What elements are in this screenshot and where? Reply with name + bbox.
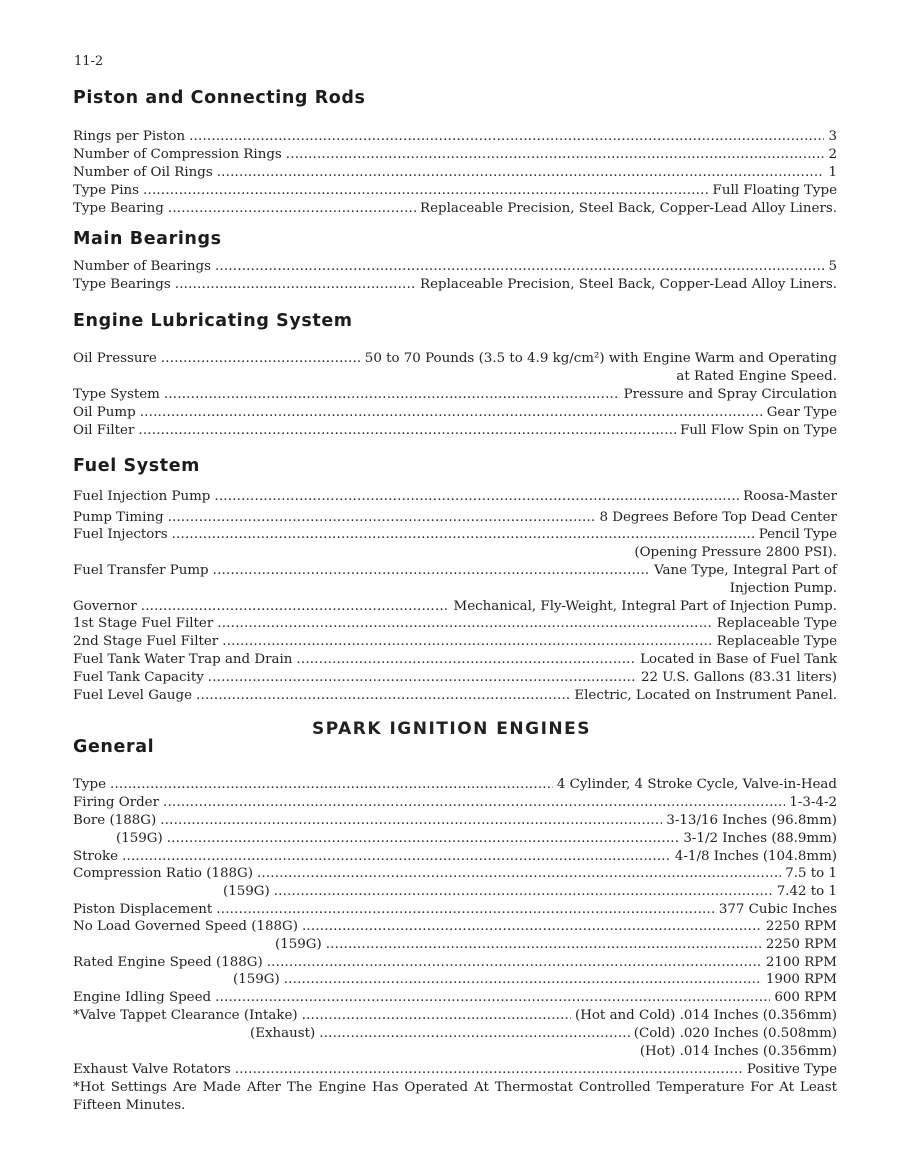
spec-label: Engine Idling Speed [73,990,212,1005]
spec-row [73,651,837,669]
spec-row [73,258,837,276]
spec-row [73,971,837,989]
spec-label: Pump Timing [73,510,164,525]
footnote: *Hot Settings Are Made After The Engine Has Operated At Thermostat Controlled Temperature For At Least Fifteen Minutes. [73,1080,837,1113]
spec-row [73,883,837,901]
dot-leader [140,404,763,422]
dot-leader [267,954,762,972]
spec-value: Replaceable Precision, Steel Back, Copper-Lead Alloy Liners. [420,201,837,216]
spec-label: Firing Order [73,795,159,810]
spec-value: 1900 RPM [765,972,837,987]
spec-row [73,633,837,651]
spec-continuation: (Opening Pressure 2800 PSI). [634,545,837,560]
section-title-lubrication: Engine Lubricating System [73,311,353,331]
spec-label: Fuel Tank Water Trap and Drain [73,652,293,667]
spec-label: 1st Stage Fuel Filter [73,616,214,631]
spec-value: Vane Type, Integral Part of [654,563,837,578]
spec-value: 2250 RPM [765,919,837,934]
spec-value: 4 Cylinder, 4 Stroke Cycle, Valve-in-Head [556,777,837,792]
spec-value: 4-1/8 Inches (104.8mm) [674,849,837,864]
dot-leader [122,848,671,866]
spec-continuation: (Hot) .014 Inches (0.356mm) [639,1044,837,1059]
spec-label: Governor [73,599,137,614]
spec-value: 50 to 70 Pounds (3.5 to 4.9 kg/cm²) with Engine Warm and Operating [364,351,837,366]
spec-value: 7.42 to 1 [776,884,837,899]
spec-continuation: Injection Pump. [729,581,837,596]
dot-leader [143,182,708,200]
spec-value: 2 [828,147,837,162]
spec-row [73,509,837,527]
section-title-general: General [73,737,155,757]
dot-leader [172,526,755,544]
spec-row [73,918,837,936]
dot-leader [302,1007,571,1025]
dot-leader [257,865,781,883]
spec-label: Oil Pump [73,405,136,420]
dot-leader [160,812,662,830]
spec-value: 8 Degrees Before Top Dead Center [599,510,837,525]
spec-row [73,848,837,866]
spec-label: Compression Ratio (188G) [73,866,253,881]
spec-label: Number of Compression Rings [73,147,282,162]
spec-label: (159G) [116,831,163,846]
spec-value: 3-1/2 Inches (88.9mm) [683,831,837,846]
dot-leader [302,918,762,936]
spec-continuation: at Rated Engine Speed. [676,369,837,384]
spec-row [73,615,837,633]
spec-value: Located in Base of Fuel Tank [640,652,837,667]
dot-leader [141,598,450,616]
spec-value: Pencil Type [758,527,837,542]
spec-label: Type Pins [73,183,140,198]
spec-value: 2100 RPM [765,955,837,970]
spec-label: Type Bearings [73,277,171,292]
spec-value: 1 [828,165,837,180]
spec-row [73,350,837,368]
dot-leader [296,651,636,669]
spec-row [73,936,837,954]
dot-leader [284,971,762,989]
dot-leader [215,989,770,1007]
spec-value: 3-13/16 Inches (96.8mm) [666,813,837,828]
spec-row [73,562,837,580]
spec-label: 2nd Stage Fuel Filter [73,634,219,649]
dot-leader [274,883,773,901]
dot-leader [138,422,676,440]
spec-row [73,954,837,972]
spec-label: (Exhaust) [250,1026,316,1041]
spec-row [73,182,837,200]
spec-label: Type Bearing [73,201,164,216]
dot-leader [189,128,824,146]
spec-row [73,598,837,616]
spec-value: Mechanical, Fly-Weight, Integral Part of Injection Pump. [453,599,837,614]
dot-leader [215,258,825,276]
dot-leader [164,386,620,404]
spec-label: Number of Bearings [73,259,211,274]
spec-label: Fuel Level Gauge [73,688,193,703]
spec-value: 377 Cubic Inches [718,902,837,917]
spec-value: 7.5 to 1 [785,866,837,881]
spec-label: *Valve Tappet Clearance (Intake) [73,1008,298,1023]
spec-label: Oil Filter [73,423,135,438]
spec-label: Rated Engine Speed (188G) [73,955,263,970]
spec-value: 1-3-4-2 [789,795,837,810]
spec-value: 22 U.S. Gallons (83.31 liters) [640,670,837,685]
spec-row [73,128,837,146]
spec-row [73,200,837,218]
dot-leader [163,794,785,812]
spec-row [73,1061,837,1079]
spec-label: Stroke [73,849,119,864]
spec-value: Replaceable Precision, Steel Back, Copper-Lead Alloy Liners. [420,277,837,292]
section-title-main-bearings: Main Bearings [73,229,222,249]
spec-row [73,687,837,705]
dot-leader [217,164,825,182]
spark-ignition-heading: SPARK IGNITION ENGINES [311,719,592,739]
spec-label: (159G) [275,937,322,952]
dot-leader [110,776,553,794]
spec-label: Fuel Transfer Pump [73,563,209,578]
spec-value: Electric, Located on Instrument Panel. [574,688,837,703]
spec-label: Number of Oil Rings [73,165,213,180]
spec-value: Replaceable Type [716,634,837,649]
spec-label: Fuel Tank Capacity [73,670,204,685]
spec-row [73,776,837,794]
dot-leader [196,687,570,705]
spec-label: (159G) [233,972,280,987]
dot-leader [213,562,650,580]
spec-value: Full Flow Spin on Type [680,423,837,438]
dot-leader [161,350,361,368]
spec-value: 3 [828,129,837,144]
spec-row [73,526,837,544]
spec-row [73,830,837,848]
spec-label: Rings per Piston [73,129,186,144]
spec-row [73,865,837,883]
spec-row [73,989,837,1007]
spec-row [73,794,837,812]
page-number: 11-2 [74,54,104,69]
spec-label: No Load Governed Speed (188G) [73,919,298,934]
spec-label: Fuel Injection Pump [73,489,211,504]
spec-value: (Hot and Cold) .014 Inches (0.356mm) [574,1008,837,1023]
spec-row [73,386,837,404]
spec-row [73,1025,837,1043]
dot-leader [217,615,712,633]
dot-leader [168,200,416,218]
spec-row [73,146,837,164]
spec-row [73,276,837,294]
spec-row [73,404,837,422]
spec-value: Pressure and Spray Circulation [623,387,837,402]
spec-value: 2250 RPM [765,937,837,952]
dot-leader [208,669,637,687]
spec-row [73,669,837,687]
spec-label: (159G) [223,884,270,899]
spec-value: (Cold) .020 Inches (0.508mm) [633,1026,837,1041]
spec-value: 600 RPM [774,990,837,1005]
spec-row [73,812,837,830]
spec-label: Type System [73,387,160,402]
spec-value: Roosa-Master [743,489,837,504]
spec-row [73,1007,837,1025]
spec-label: Type [73,777,106,792]
spec-value: 5 [828,259,837,274]
dot-leader [214,488,739,506]
dot-leader [175,276,416,294]
dot-leader [168,509,596,527]
dot-leader [216,901,715,919]
spec-value: Gear Type [766,405,837,420]
spec-label: Fuel Injectors [73,527,168,542]
spec-value: Positive Type [746,1062,837,1077]
spec-label: Exhaust Valve Rotators [73,1062,231,1077]
spec-row [73,164,837,182]
dot-leader [326,936,762,954]
spec-label: Oil Pressure [73,351,157,366]
spec-row [73,901,837,919]
spec-row [73,422,837,440]
dot-leader [222,633,713,651]
spec-label: Piston Displacement [73,902,213,917]
spec-row [73,488,837,506]
section-title-fuel: Fuel System [73,456,200,476]
dot-leader [167,830,680,848]
dot-leader [235,1061,743,1079]
spec-label: Bore (188G) [73,813,157,828]
spec-value: Full Floating Type [712,183,837,198]
dot-leader [319,1025,630,1043]
spec-value: Replaceable Type [716,616,837,631]
dot-leader [286,146,825,164]
section-title-piston: Piston and Connecting Rods [73,88,366,108]
